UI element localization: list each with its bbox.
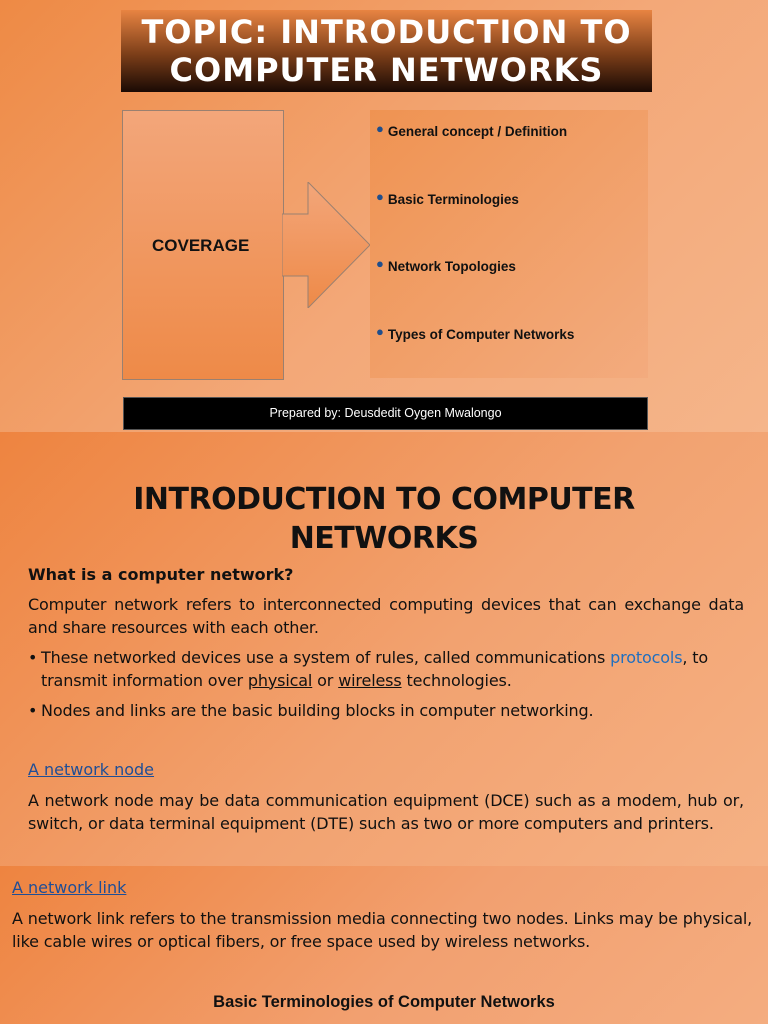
physical-link[interactable]: physical	[247, 670, 313, 690]
wireless-link[interactable]: wireless	[338, 670, 402, 690]
heading-line-2: NETWORKS	[289, 521, 479, 556]
network-node-link[interactable]: A network node	[28, 760, 155, 779]
slide-heading	[0, 480, 768, 558]
bullet-dot-icon: ●	[376, 121, 384, 136]
links-slide	[0, 866, 768, 1024]
network-link-paragraph: A network link refers to the transmission media connecting two nodes. Links may be physical, like cable wires or optical fibers, or free space used by wireless networks.	[12, 909, 753, 951]
prepared-by-bar: Prepared by: Deusdedit Oygen Mwalongo	[123, 397, 648, 430]
bullet-dot-icon: ●	[376, 324, 384, 339]
protocols-link[interactable]: protocols	[610, 648, 683, 667]
bullet-icon: •	[28, 701, 38, 720]
title-slide	[0, 0, 768, 432]
coverage-label: COVERAGE	[152, 236, 250, 255]
network-node-paragraph: A network node may be data communication equipment (DCE) such as a modem, hub or, switch, or data terminal equipment (DTE) such as two or more computers and printers.	[28, 791, 744, 833]
coverage-item: ● Network Topologies	[376, 256, 516, 274]
heading-line-1: INTRODUCTION TO COMPUTER	[133, 482, 635, 517]
intro-slide	[0, 432, 768, 866]
slide-heading: Basic Terminologies of Computer Networks	[213, 993, 555, 1011]
definition-paragraph: Computer network refers to interconnected computing devices that can exchange data and share resources with each other.	[28, 595, 744, 637]
right-arrow-icon	[282, 182, 372, 308]
bullet-nodes-links: • Nodes and links are the basic building blocks in computer networking.	[28, 700, 748, 723]
bullet-protocols: • These networked devices use a system of rules, called communications protocols, to transmit information over physical or wireless technologies.	[28, 648, 709, 690]
slide-title	[121, 10, 652, 92]
title-line-2: COMPUTER NETWORKS	[169, 51, 604, 89]
bullet-icon: •	[28, 648, 38, 667]
coverage-item: ● General concept / Definition	[376, 121, 568, 139]
coverage-item: ● Basic Terminologies	[376, 189, 519, 207]
bullet-dot-icon: ●	[376, 189, 384, 204]
bullet-dot-icon: ●	[376, 256, 384, 271]
title-line-1: TOPIC: INTRODUCTION TO	[141, 13, 632, 51]
coverage-item: ● Types of Computer Networks	[376, 324, 575, 342]
question-heading: What is a computer network?	[28, 565, 294, 584]
network-link-link[interactable]: A network link	[12, 878, 127, 897]
